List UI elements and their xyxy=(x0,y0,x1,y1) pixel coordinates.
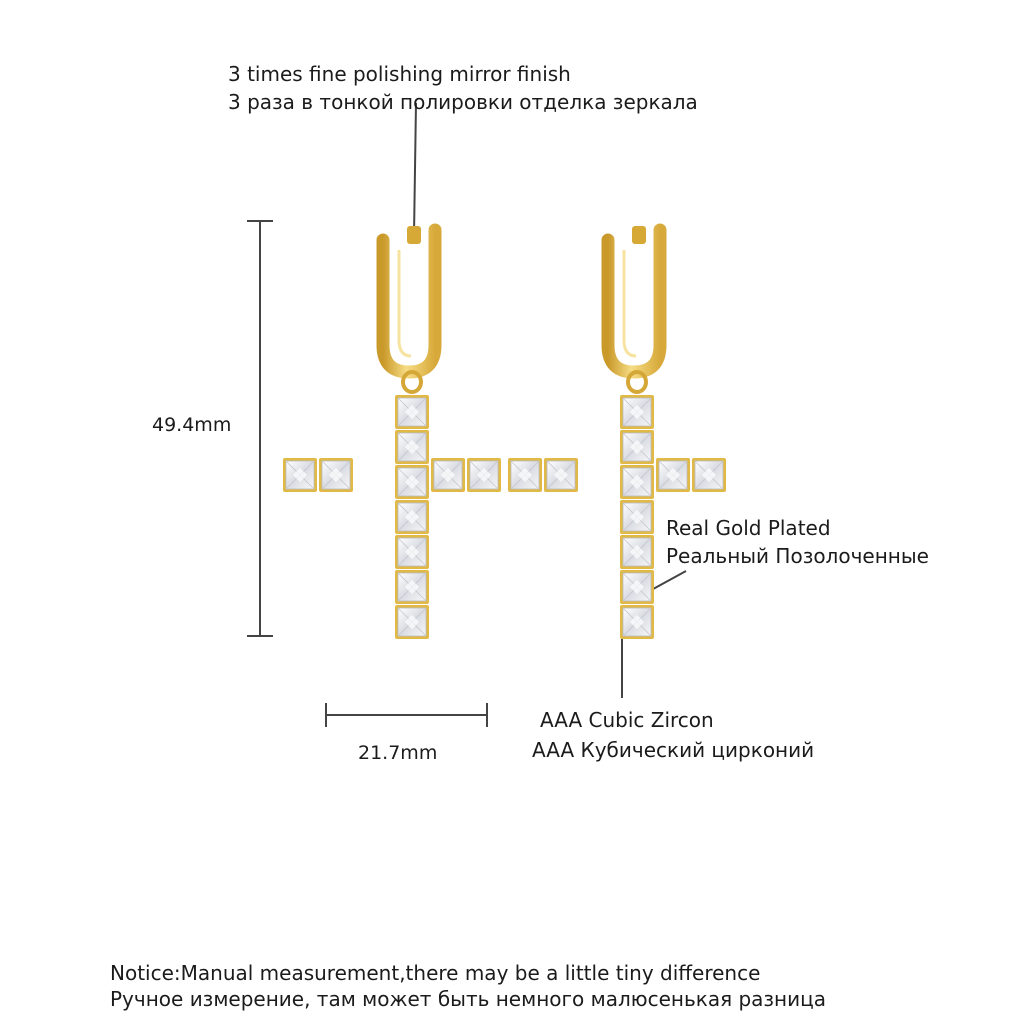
stone-0 xyxy=(395,395,429,429)
stone-8 xyxy=(544,458,578,492)
stone-1 xyxy=(620,430,654,464)
stone-8 xyxy=(319,458,353,492)
stone-1 xyxy=(395,430,429,464)
stone-3 xyxy=(620,500,654,534)
earring-right xyxy=(508,226,726,639)
stone-6 xyxy=(620,605,654,639)
hoop xyxy=(608,230,660,372)
hoop-inner xyxy=(399,250,411,356)
stone-5 xyxy=(395,570,429,604)
zircon-note xyxy=(532,705,814,765)
stone-2 xyxy=(620,465,654,499)
stone-10 xyxy=(692,458,726,492)
hinge xyxy=(632,226,646,244)
width-label: 21.7mm xyxy=(358,742,438,764)
stone-9 xyxy=(656,458,690,492)
height-dimension-bar xyxy=(247,221,273,636)
stone-0 xyxy=(620,395,654,429)
notice-ru: Ручное измерение, там может быть немного малюсенькая разница xyxy=(110,987,826,1011)
stone-9 xyxy=(431,458,465,492)
stone-10 xyxy=(467,458,501,492)
width-dimension-bar xyxy=(326,703,487,727)
polish-leader-line xyxy=(414,103,416,235)
stone-7 xyxy=(508,458,542,492)
plating-note-ru: Реальный Позолоченные xyxy=(666,544,929,568)
stone-7 xyxy=(283,458,317,492)
hinge xyxy=(407,226,421,244)
notice xyxy=(110,960,826,1012)
stone-4 xyxy=(395,535,429,569)
earring-left xyxy=(283,226,501,639)
polishing-note-ru: 3 раза в тонкой полировки отделка зеркала xyxy=(228,90,698,114)
zircon-note-en: AAA Cubic Zircon xyxy=(540,708,714,732)
stone-6 xyxy=(395,605,429,639)
stone-5 xyxy=(620,570,654,604)
polishing-note xyxy=(228,60,698,116)
hoop-inner xyxy=(624,250,636,356)
zircon-note-ru: AAA Кубический цирконий xyxy=(532,738,815,762)
stone-2 xyxy=(395,465,429,499)
plating-note xyxy=(666,514,929,570)
polishing-note-en: 3 times fine polishing mirror finish xyxy=(228,62,571,86)
stone-4 xyxy=(620,535,654,569)
hoop xyxy=(383,230,435,372)
height-label: 49.4mm xyxy=(152,414,232,436)
plating-note-en: Real Gold Plated xyxy=(666,516,831,540)
stone-3 xyxy=(395,500,429,534)
notice-en: Notice:Manual measurement,there may be a little tiny difference xyxy=(110,961,761,985)
